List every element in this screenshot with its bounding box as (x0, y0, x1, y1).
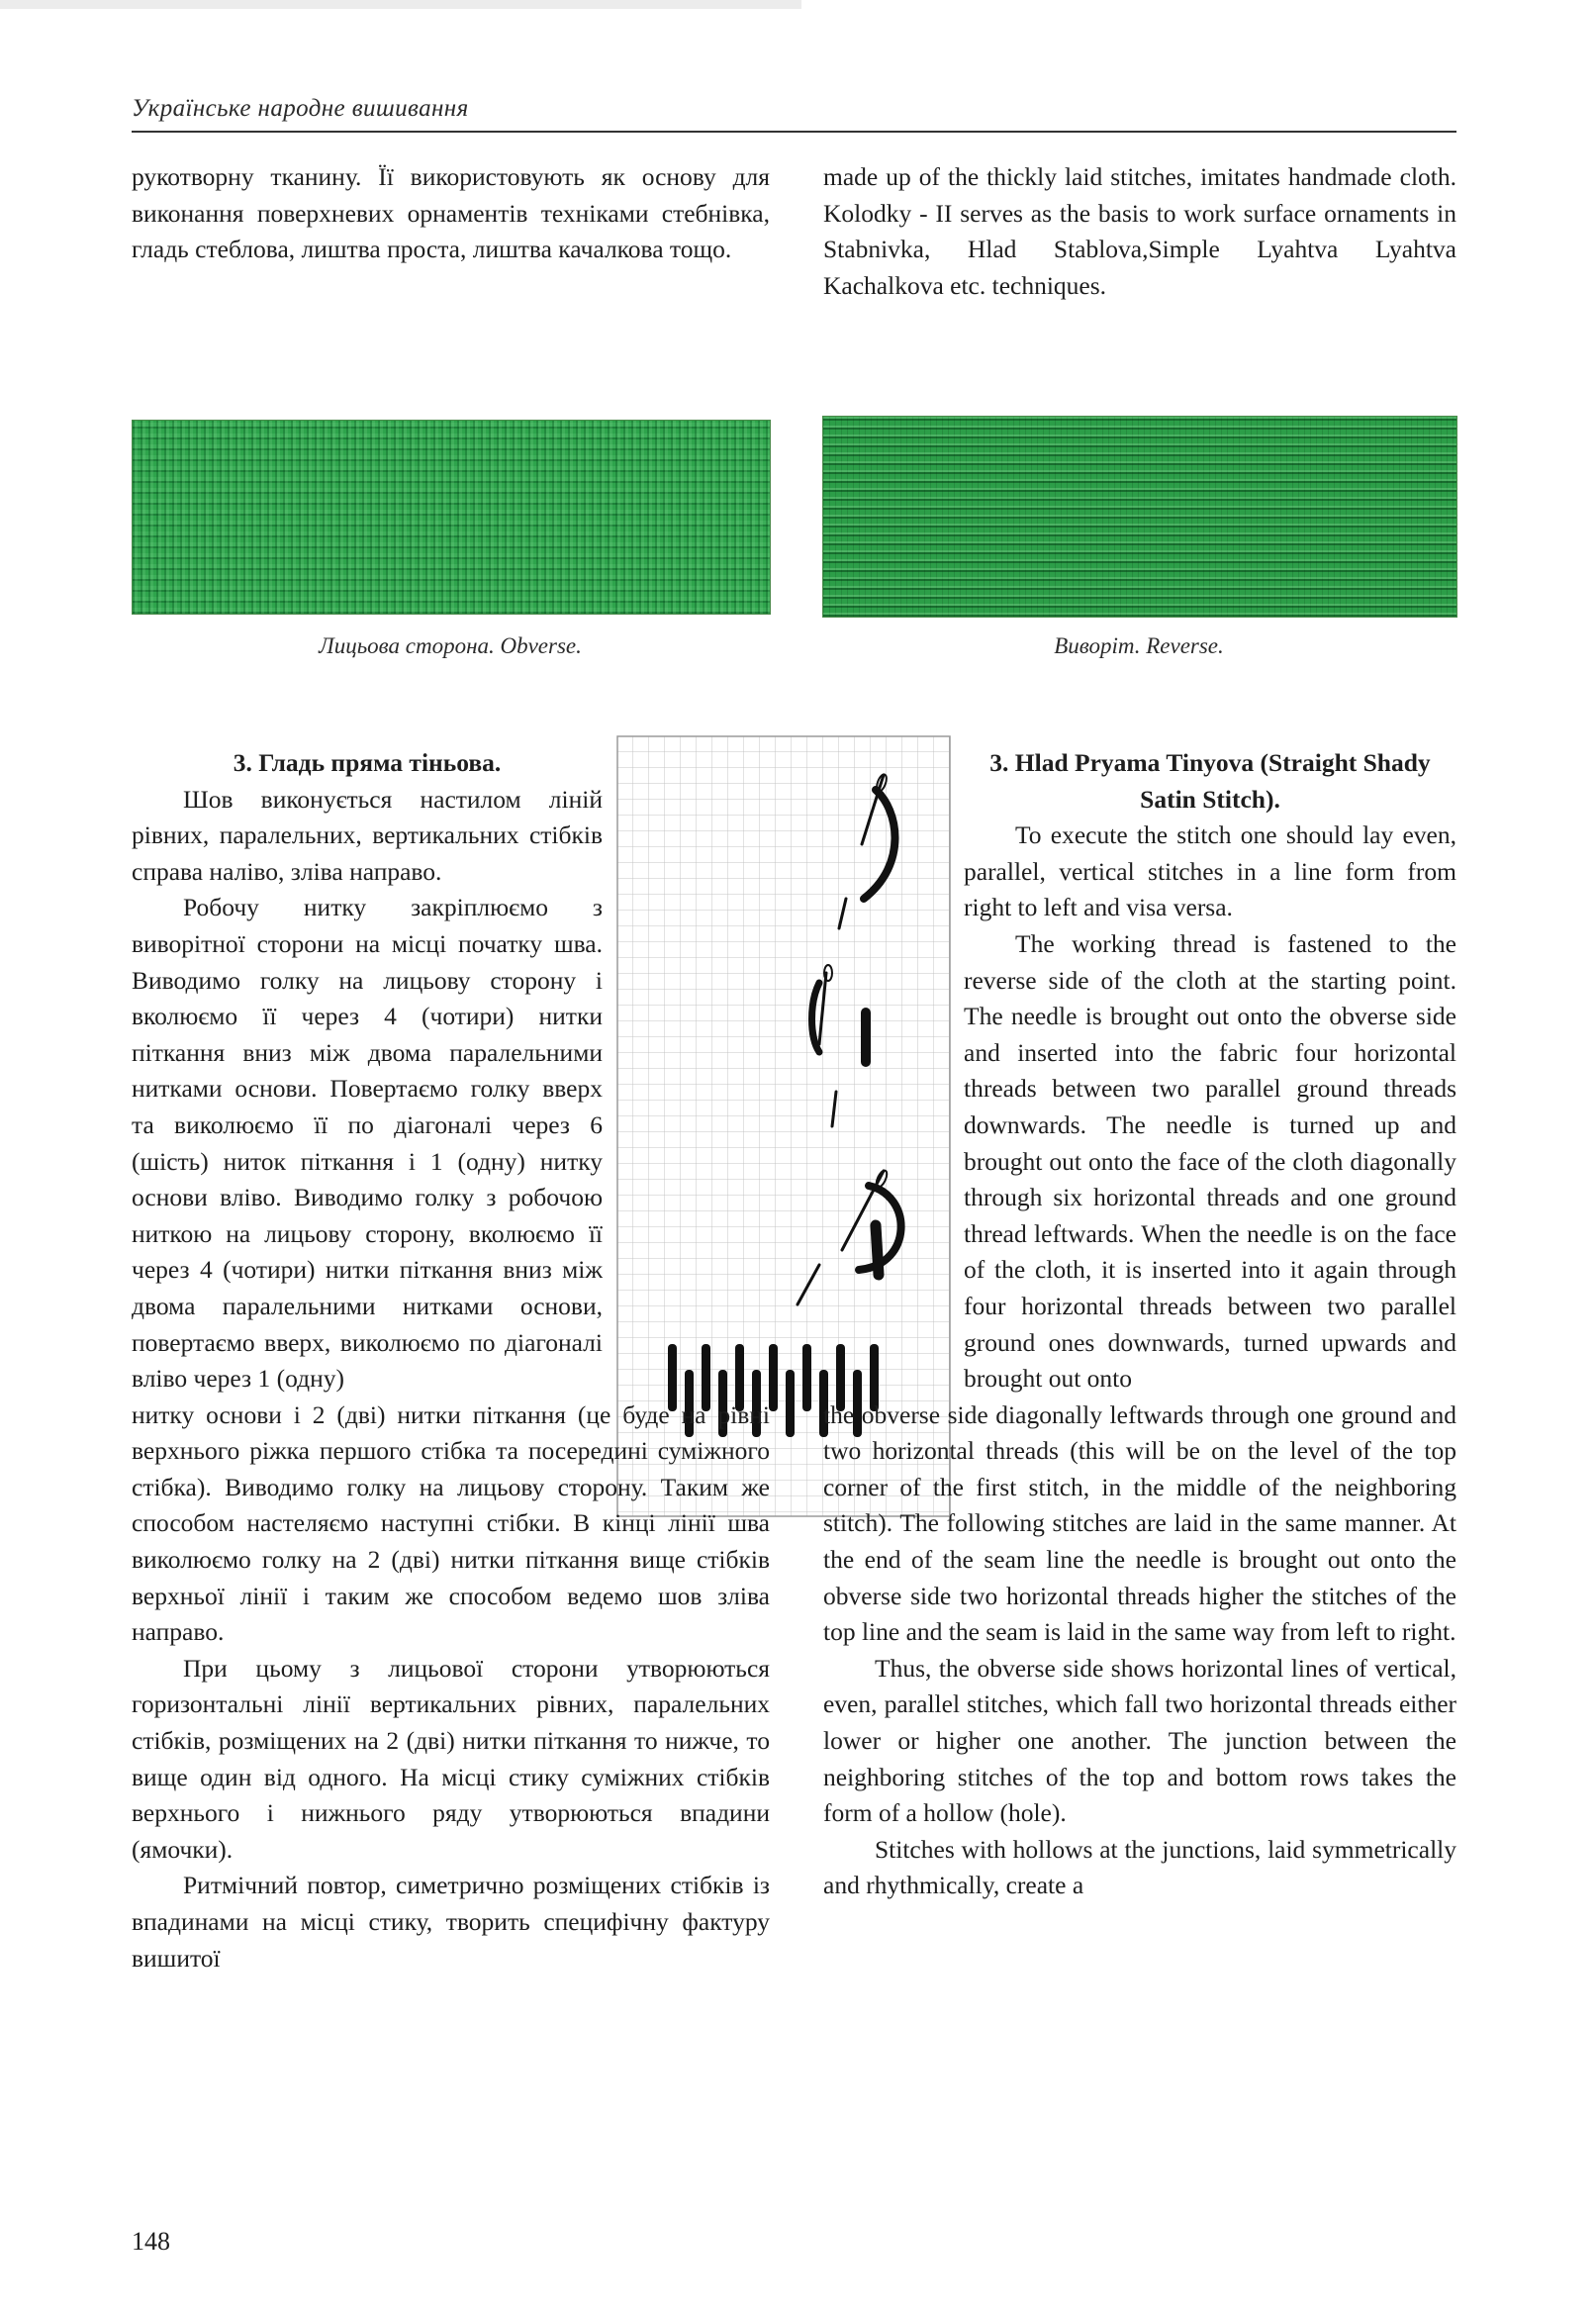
uk-top-text: рукотворну тканину. Її використовують як основу для виконання поверхневих орнаментів техніками стебнівка, гладь стеблова, лиштва проста, лиштва качалкова тощо. (132, 162, 770, 264)
obverse-fabric-photo (132, 420, 771, 615)
obverse-stitch-texture (133, 421, 770, 614)
en-paragraph-2: The working thread is fastened to the reverse side of the cloth at the starting point. The needle is brought out onto the obverse side and inserted into the fabric four horizontal threads between two parallel ground threads downwards. The needle is turned up and brought out onto the face of the cloth diagonally through six horizontal threads and one ground thread leftwards. When the needle is on the face of the cloth, it is inserted into it again through four horizontal threads between two parallel ground ones downwards, turned upwards and brought out onto (964, 928, 1456, 1394)
uk-section-heading: 3. Гладь пряма тіньова. (233, 748, 502, 777)
page-number: 148 (132, 2227, 170, 2256)
uk-paragraph-3: При цьому з лицьової сторони утворюються горизонтальні лінії вертикальних рівних, паралельних стібків, розміщених на 2 (дві) нитки піткання то нижче, то вище один від одного. На місці стику суміжних стібків верхнього і нижнього ряду утворюються впадини (ямочки). (132, 1653, 770, 1864)
header-rule (132, 131, 1456, 133)
english-section (823, 745, 1456, 1904)
uk-paragraph-2-continued: нитку основи і 2 (дві) нитки піткання (це буде на рівні верхнього ріжка першого стібка та посередині суміжного стібка). Виводимо голку на лицьову сторону. Таким же способом настеляємо наступні стібки. В кінці лінії шва виколюємо голку на 2 (дві) нитки піткання вище стібків верхньої лінії і таким же способом ведемо шов зліва направо. (132, 1399, 770, 1647)
uk-paragraph-2: Робочу нитку закріплюємо з виворітної сторони на місці початку шва. Виводимо голку на лицьову сторону і вколюємо її через 4 (чотири) нитки піткання вниз між двома паралельними нитками основи. Повертаємо голку вверх та виколюємо її по діагоналі через 6 (шість) ниток піткання і 1 (одну) нитку основи вліво. Виводимо голку з робочою ниткою на лицьову сторону, вколюємо її через 4 (чотири) нитки піткання вниз між двома паралельними нитками основи, повертаємо вверх, виколюємо по діагоналі вліво через 1 (одну) (132, 893, 603, 1394)
english-top-paragraph (823, 159, 1456, 304)
reverse-fabric-photo (822, 416, 1457, 618)
en-paragraph-3: Thus, the obverse side shows horizontal lines of vertical, even, parallel stitches, which fall two horizontal threads either lower or higher one another. The junction between the neighboring stitches of the top and bottom rows takes the form of a hollow (hole). (823, 1653, 1456, 1828)
uk-paragraph-4: Ритмічний повтор, симетрично розміщених стібків із впадинами на місці стику, творить специфічну фактуру вишитої (132, 1871, 770, 1973)
en-top-text: made up of the thickly laid stitches, imitates handmade cloth. Kolodky - II serves as the basis to work surface ornaments in Stabnivka, Hlad Stablova,Simple Lyahtva Lyahtva Kachalkova etc. techniques. (823, 162, 1456, 300)
running-title: Українське народне вишивання (132, 95, 469, 122)
reverse-caption: Виворіт. Reverse. (1054, 633, 1224, 658)
reverse-stitch-texture (823, 417, 1456, 617)
en-paragraph-1: To execute the stitch one should lay even, parallel, vertical stitches in a line form from right to left and visa versa. (964, 820, 1456, 922)
en-section-heading: 3. Hlad Pryama Tinyova (Straight Shady Satin Stitch). (989, 748, 1431, 814)
obverse-caption: Лицьова сторона. Obverse. (319, 633, 582, 658)
ukrainian-top-paragraph (132, 159, 770, 268)
en-paragraph-2-continued: the obverse side diagonally leftwards through one ground and two horizontal threads (this will be on the level of the top corner of the first stitch, in the middle of the neighboring stitch). The following stitches are laid in the same manner. At the end of the seam line the needle is brought out onto the obverse side two horizontal threads higher the stitches of the top line and the seam is laid in the same way from left to right. (823, 1399, 1456, 1647)
scan-top-shade (0, 0, 801, 9)
en-paragraph-4: Stitches with hollows at the junctions, laid symmetrically and rhythmically, create a (823, 1834, 1456, 1900)
ukrainian-section (132, 745, 770, 1976)
uk-paragraph-1: Шов виконується настилом ліній рівних, паралельних, вертикальних стібків справа наліво, зліва направо. (132, 784, 603, 886)
